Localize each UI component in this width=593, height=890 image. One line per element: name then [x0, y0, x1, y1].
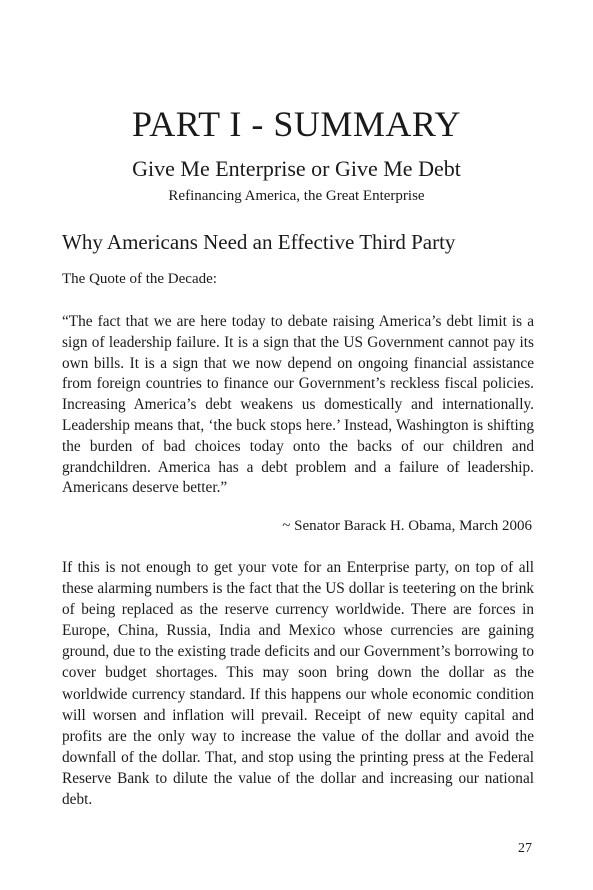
part-title: PART I - SUMMARY — [132, 104, 461, 144]
page-number: 27 — [518, 841, 532, 856]
chapter-tagline: Refinancing America, the Great Enterprise — [168, 188, 425, 204]
body-paragraph: If this is not enough to get your vote for an Enterprise party, on top of all these alarming numbers is the fact that the US dollar is teetering on the brink of being replaced as the reserve currency worldwide. There are forces in Europe, China, Russia, India and Mexico whose currencies are gaining ground, due to the existing trade deficits and our Government’s borrowing to cover budget shortages. This may soon bring down the dollar as the worldwide currency standard. If this happens our whole economic condition will worsen and inflation will prevail. Receipt of new equity capital and profits are the only way to increase the value of the dollar and avoid the downfall of the dollar. That, and stop using the printing press at the Federal Reserve Bank to dilute the value of the dollar and increasing our national debt. — [62, 559, 534, 809]
section-heading: Why Americans Need an Effective Third Party — [62, 230, 456, 254]
quote-attribution: ~ Senator Barack H. Obama, March 2006 — [282, 518, 532, 534]
quote-intro: The Quote of the Decade: — [62, 271, 217, 287]
block-quote: “The fact that we are here today to debate raising America’s debt limit is a sign of leadership failure. It is a sign that the US Government cannot pay its own bills. It is a sign that we now depend on ongoing financial assistance from foreign countries to finance our Government’s reckless fiscal policies. Increasing America’s debt weakens us domestically and internationally. Leadership means that, ‘the buck stops here.’ Instead, Washington is shifting the burden of bad choices today onto the backs of our children and grandchildren. America has a debt problem and a failure of leadership. Americans deserve better.” — [62, 313, 534, 497]
chapter-subtitle: Give Me Enterprise or Give Me Debt — [132, 156, 461, 181]
